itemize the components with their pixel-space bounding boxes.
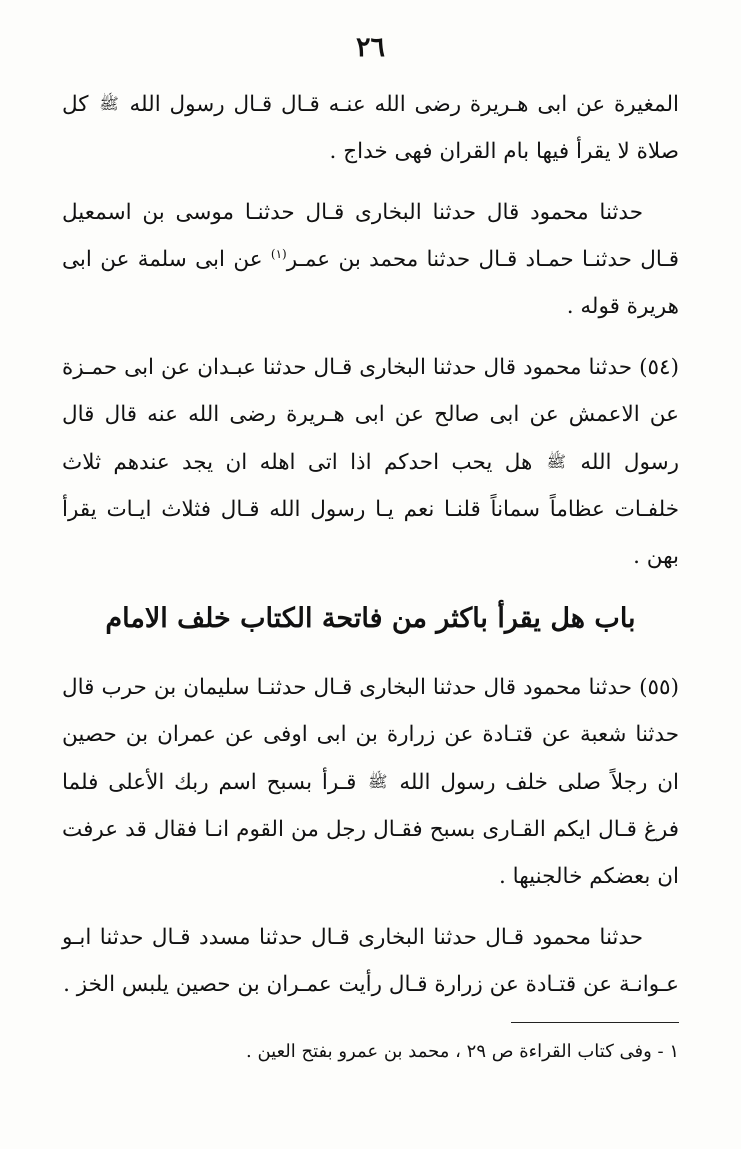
paragraph-1-text-start: المغيرة عن ابى هـريرة رضى الله عنـه قـال قـال رسول الله bbox=[129, 92, 679, 117]
paragraph-5-text: حدثنا محمود قـال حدثنا البخارى قـال حدثنا مسدد قـال حدثنا ابـو عـوانـة عن قتـادة عن زرارة قـال رأيت عمـران بن حصين يلبس الخز . bbox=[62, 925, 679, 997]
paragraph-1 bbox=[62, 80, 679, 175]
salawat-ligature-icon: ﷺ bbox=[99, 94, 119, 113]
salawat-ligature-icon: ﷺ bbox=[546, 452, 566, 471]
paragraph-4-text-start: (٥٥) حدثنا محمود قال حدثنا البخارى قـال حدثنـا سليمان بن حرب قال حدثنا شعبة عن قتـادة عن زرارة بن ابى اوفى عن عمران بن حصين ان رجلاً صلى خلف رسول الله bbox=[62, 675, 679, 795]
paragraph-4 bbox=[62, 664, 679, 900]
footnote: ١ - وفى كتاب القراءة ص ٢٩ ، محمد بن عمرو بفتح العين . bbox=[246, 1041, 679, 1062]
paragraph-3-text-end: هل يحب احدكم اذا اتى اهله ان يجد عندهم ثلاث خلفـات عظاماً سماناً قلنـا نعم يـا رسول الله قـال فثلاث ايـات يقرأ بهن . bbox=[62, 450, 679, 569]
footnote-reference[interactable]: (١) bbox=[270, 246, 287, 261]
paragraph-2-text-end: عن ابى سلمة عن ابى هريرة قوله . bbox=[62, 247, 679, 319]
paragraph-2-text-start: حدثنا محمود قال حدثنا البخارى قـال حدثنـا موسى بن اسمعيل قـال حدثنـا حمـاد قـال حدثنا محمد بن عمـر bbox=[62, 200, 679, 272]
paragraph-2 bbox=[62, 189, 679, 330]
salawat-ligature-icon: ﷺ bbox=[368, 772, 388, 791]
paragraph-1-text-end: كل صلاة لا يقرأ فيها بام القران فهى خداج . bbox=[62, 92, 679, 164]
paragraph-3-text-start: (٥٤) حدثنا محمود قال حدثنا البخارى قـال حدثنا عبـدان عن ابى حمـزة عن الاعمش عن ابى صالح عن ابى هـريرة رضى الله عنه قال قال رسول الله bbox=[62, 355, 679, 475]
footnote-divider bbox=[511, 1022, 679, 1023]
paragraph-3 bbox=[62, 344, 679, 580]
paragraph-5 bbox=[62, 914, 679, 1008]
paragraph-4-text-end: قـرأ بسبح اسم ربك الأعلى فلما فرغ قـال ايكم القـارى بسبح فقـال رجل من القوم انـا فقال قد عرفت ان بعضكم خالجنيها . bbox=[62, 770, 679, 889]
page-number: ٢٦ bbox=[355, 32, 385, 63]
chapter-heading: باب هل يقرأ باكثر من فاتحة الكتاب خلف الامام bbox=[105, 603, 636, 634]
